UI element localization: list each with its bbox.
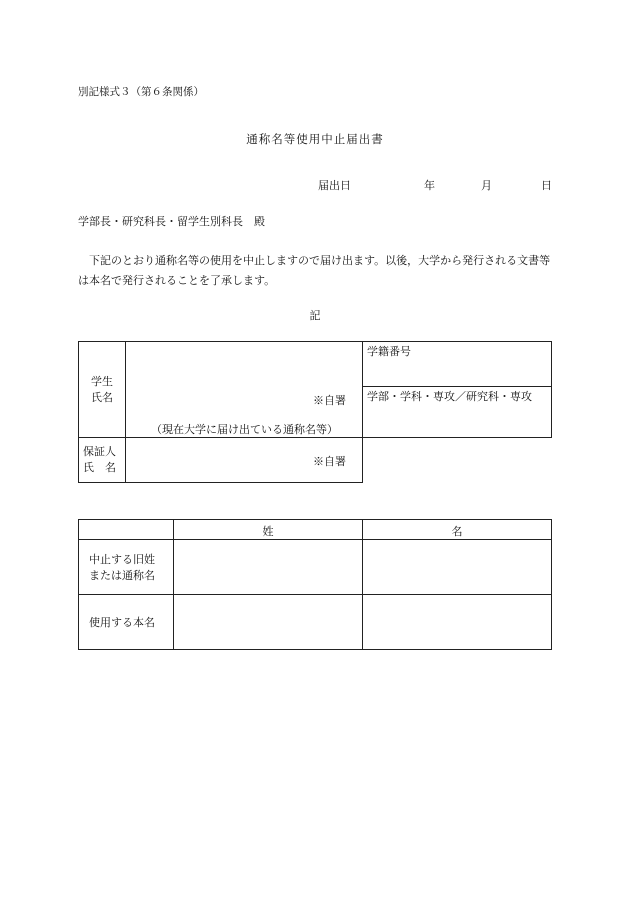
table2-border-left <box>78 519 79 650</box>
header-given-name: 名 <box>451 525 463 538</box>
student-id-field[interactable] <box>363 358 551 386</box>
table2-border-top <box>78 519 552 520</box>
table2-border-bottom <box>78 649 552 650</box>
date-day-label: 日 <box>541 179 552 192</box>
body-paragraph: 下記のとおり通称名等の使用を中止しますので届け出ます。以後，大学から発行される文書等は本名で発行されることを了承します。 <box>78 254 551 287</box>
guarantor-label-line2: 氏 名 <box>83 461 116 474</box>
date-label: 届出日 <box>318 179 351 192</box>
table1-border-right <box>551 341 552 438</box>
department-label: 学部・学科・専攻／研究科・専攻 <box>367 390 532 403</box>
department-field[interactable] <box>363 403 551 437</box>
date-month-label: 月 <box>481 179 492 192</box>
student-id-label: 学籍番号 <box>367 345 411 358</box>
guarantor-signature-note: ※自署 <box>313 455 346 468</box>
old-given-name-field[interactable] <box>363 540 551 594</box>
table1-border-bottom <box>78 482 363 483</box>
old-name-label-line1: 中止する旧姓 <box>89 553 155 566</box>
ki-heading: 記 <box>309 309 321 322</box>
form-reference: 別記様式３（第６条関係） <box>78 86 204 98</box>
student-signature-note: ※自署 <box>313 394 346 407</box>
real-surname-field[interactable] <box>174 595 362 649</box>
real-name-label: 使用する本名 <box>89 616 155 629</box>
old-name-label-line2: または通称名 <box>89 569 155 582</box>
document-title: 通称名等使用中止届出書 <box>246 132 384 146</box>
student-label-line2: 氏名 <box>91 391 113 404</box>
real-given-name-field[interactable] <box>363 595 551 649</box>
old-surname-field[interactable] <box>174 540 362 594</box>
guarantor-label-line1: 保証人 <box>83 445 116 458</box>
header-surname: 姓 <box>262 525 274 538</box>
current-name-note: （現在大学に届け出ている通称名等） <box>151 423 338 436</box>
addressee: 学部長・研究科長・留学生別科長 殿 <box>78 215 265 228</box>
table2-border-right <box>551 519 552 650</box>
student-label-line1: 学生 <box>91 375 113 388</box>
table1-border-left <box>78 341 79 483</box>
date-year-label: 年 <box>424 179 435 192</box>
table1-divider-id <box>362 386 552 387</box>
